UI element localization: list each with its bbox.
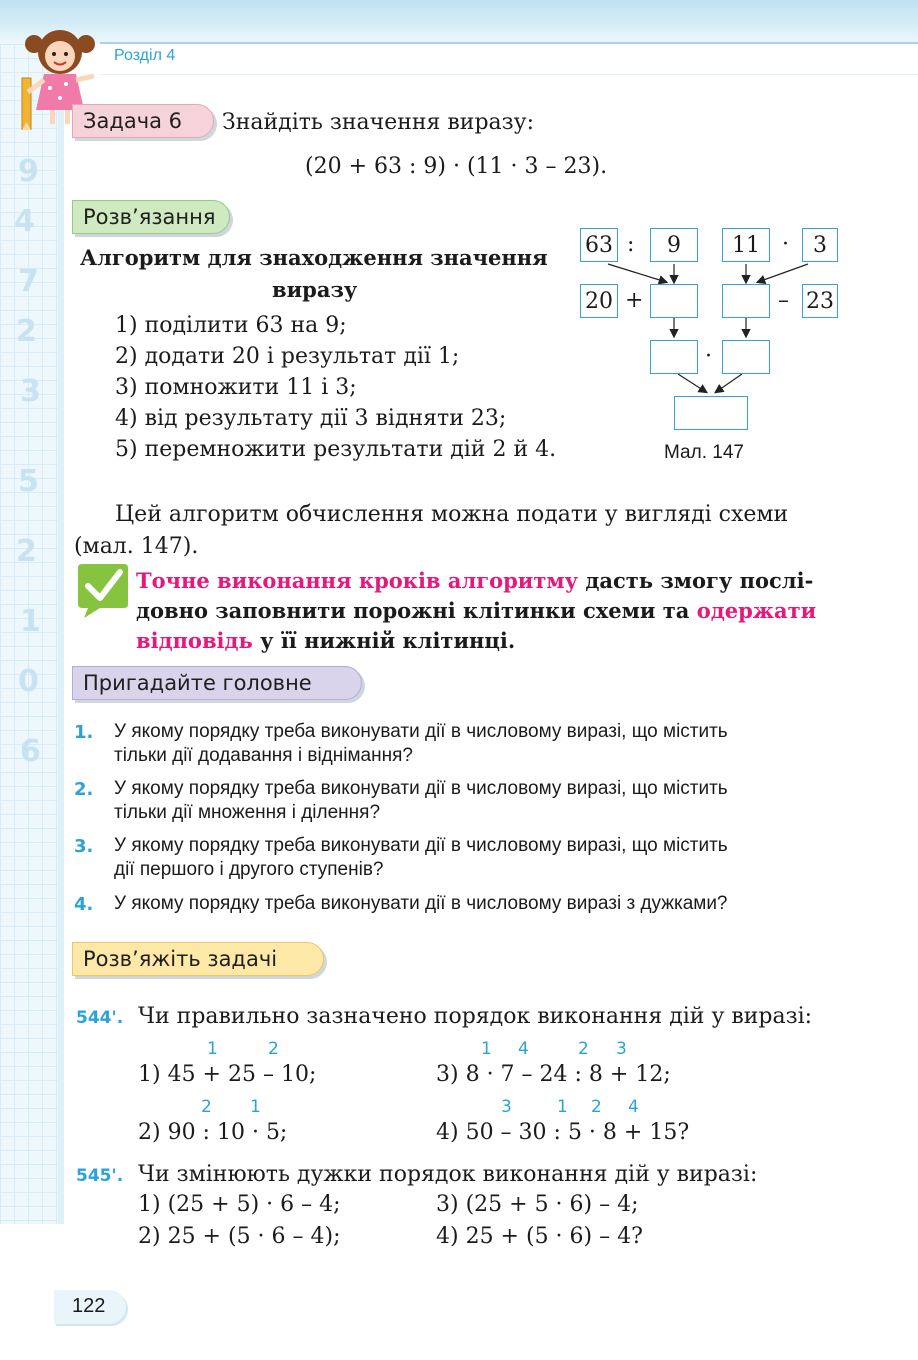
recall-label: Пригадайте головне <box>83 671 312 695</box>
problem-number: 545'. <box>76 1166 124 1186</box>
algorithm-step: 5) перемножити результати дій 2 й 4. <box>115 437 557 462</box>
scheme-cell: 20 <box>580 284 618 318</box>
expression-item: 1) 45 + 25 – 10; <box>138 1062 317 1087</box>
note-plain: довно заповнити порожні клітинки схеми та <box>136 598 697 623</box>
task-expression: (20 + 63 : 9) · (11 · 3 – 23). <box>305 154 608 179</box>
expression-item: 2) 25 + (5 · 6 – 4); <box>138 1224 341 1249</box>
paragraph-line: Цей алгоритм обчислення можна подати у вигляді схеми <box>115 502 789 527</box>
order-mark: 2 <box>578 1039 589 1059</box>
scheme-cell: 9 <box>650 228 698 262</box>
order-mark: 2 <box>591 1097 602 1117</box>
algorithm-title-line2: виразу <box>272 277 358 302</box>
order-mark: 4 <box>628 1097 639 1117</box>
question-text <box>114 777 728 825</box>
expression-item: 3) (25 + 5 · 6) – 4; <box>436 1192 639 1217</box>
question-number: 3. <box>74 836 94 857</box>
left-decorative-strip <box>0 44 62 1224</box>
expression-item: 4) 50 – 30 : 5 · 8 + 15? <box>436 1120 690 1145</box>
scheme-cell: 23 <box>802 284 838 318</box>
task-statement: Знайдіть значення виразу: <box>222 110 535 135</box>
scheme-cell: 63 <box>580 228 618 262</box>
order-mark: 3 <box>616 1039 627 1059</box>
decorative-digit: 0 <box>18 664 39 699</box>
scheme-operator: · <box>782 232 789 257</box>
scheme-operator: + <box>625 288 644 313</box>
note-plain: у її нижній клітинці. <box>252 628 516 653</box>
question-line: У якому порядку треба виконувати дії в числовому виразі, що містить <box>114 778 728 799</box>
decorative-digit: 6 <box>20 734 41 769</box>
note-line <box>136 596 846 626</box>
question-line: дії першого і другого ступенів? <box>114 859 384 880</box>
question-line: тільки дії додавання і віднімання? <box>114 745 413 766</box>
chapter-header-bar <box>100 42 918 75</box>
scheme-empty-cell <box>650 340 698 374</box>
scheme-cell: 11 <box>722 228 770 262</box>
solve-label: Розв’яжіть задачі <box>83 947 278 971</box>
task-label: Задача 6 <box>83 109 183 133</box>
solve-label-badge <box>72 942 324 976</box>
scheme-result-cell <box>674 396 748 430</box>
question-line: тільки дії множення і ділення? <box>114 802 381 823</box>
expression-item: 3) 8 · 7 – 24 : 8 + 12; <box>436 1062 671 1087</box>
order-mark: 1 <box>250 1097 261 1117</box>
problem-number: 544'. <box>76 1008 124 1028</box>
decorative-digit: 2 <box>16 534 37 569</box>
scheme-operator: · <box>705 344 712 369</box>
scheme-operator: : <box>627 232 635 257</box>
paragraph-line: (мал. 147). <box>74 534 199 559</box>
expression-item: 2) 90 : 10 · 5; <box>138 1120 288 1145</box>
order-mark: 2 <box>268 1039 279 1059</box>
note-line <box>136 566 846 596</box>
figure-caption: Мал. 147 <box>664 442 744 463</box>
order-mark: 1 <box>481 1039 492 1059</box>
note-line <box>136 626 846 656</box>
order-mark: 2 <box>201 1097 212 1117</box>
decorative-digit: 4 <box>14 204 35 239</box>
checkmark-icon <box>74 562 132 620</box>
scheme-empty-cell <box>650 284 698 318</box>
expression-item: 1) (25 + 5) · 6 – 4; <box>138 1192 341 1217</box>
algorithm-step: 2) додати 20 і результат дії 1; <box>115 344 460 369</box>
question-number: 4. <box>74 894 94 915</box>
problem-text: Чи змінюють дужки порядок виконання дій у виразі: <box>138 1162 758 1187</box>
decorative-digit: 5 <box>18 464 39 499</box>
question-text <box>114 720 728 768</box>
note-highlight: відповідь <box>136 628 253 653</box>
algorithm-step: 3) помножити 11 і 3; <box>115 375 357 400</box>
note-plain: дасть змогу послі- <box>578 568 814 593</box>
algorithm-step: 4) від результату дії 3 відняти 23; <box>115 406 507 431</box>
solution-label: Розв’язання <box>83 205 216 229</box>
order-mark: 4 <box>518 1039 529 1059</box>
page-number: 122 <box>72 1295 106 1317</box>
order-mark: 1 <box>557 1097 568 1117</box>
question-line: У якому порядку треба виконувати дії в числовому виразі, що містить <box>114 721 728 742</box>
task-label-badge <box>72 104 214 138</box>
question-line: У якому порядку треба виконувати дії в числовому виразі, що містить <box>114 835 728 856</box>
decorative-digit: 1 <box>20 604 41 639</box>
question-text <box>114 834 728 882</box>
scheme-cell: 3 <box>802 228 838 262</box>
question-text: У якому порядку треба виконувати дії в числовому виразі з дужками? <box>114 893 728 914</box>
question-number: 2. <box>74 779 94 800</box>
question-number: 1. <box>74 722 94 743</box>
scheme-diagram <box>570 220 850 470</box>
expression-item: 4) 25 + (5 · 6) – 4? <box>436 1224 643 1249</box>
scheme-operator: – <box>778 288 789 313</box>
decorative-digit: 3 <box>20 374 41 409</box>
problem-text: Чи правильно зазначено порядок виконання дій у виразі: <box>138 1004 813 1029</box>
decorative-digit: 2 <box>16 314 37 349</box>
order-mark: 3 <box>501 1097 512 1117</box>
algorithm-step: 1) поділити 63 на 9; <box>115 313 347 338</box>
note-highlight: одержати <box>696 598 817 623</box>
left-strip-edge <box>58 44 64 1224</box>
chapter-title: Розділ 4 <box>114 47 176 64</box>
decorative-digit: 7 <box>18 264 39 299</box>
note-text <box>136 566 846 656</box>
recall-label-badge <box>72 666 362 700</box>
top-decorative-band <box>0 0 918 44</box>
scheme-empty-cell <box>722 340 770 374</box>
note-highlight: Точне виконання кроків алгоритму <box>136 568 579 593</box>
solution-label-badge <box>72 200 230 234</box>
algorithm-title-line1: Алгоритм для знаходження значення <box>80 245 548 270</box>
decorative-digit: 9 <box>18 154 39 189</box>
scheme-empty-cell <box>722 284 770 318</box>
order-mark: 1 <box>207 1039 218 1059</box>
